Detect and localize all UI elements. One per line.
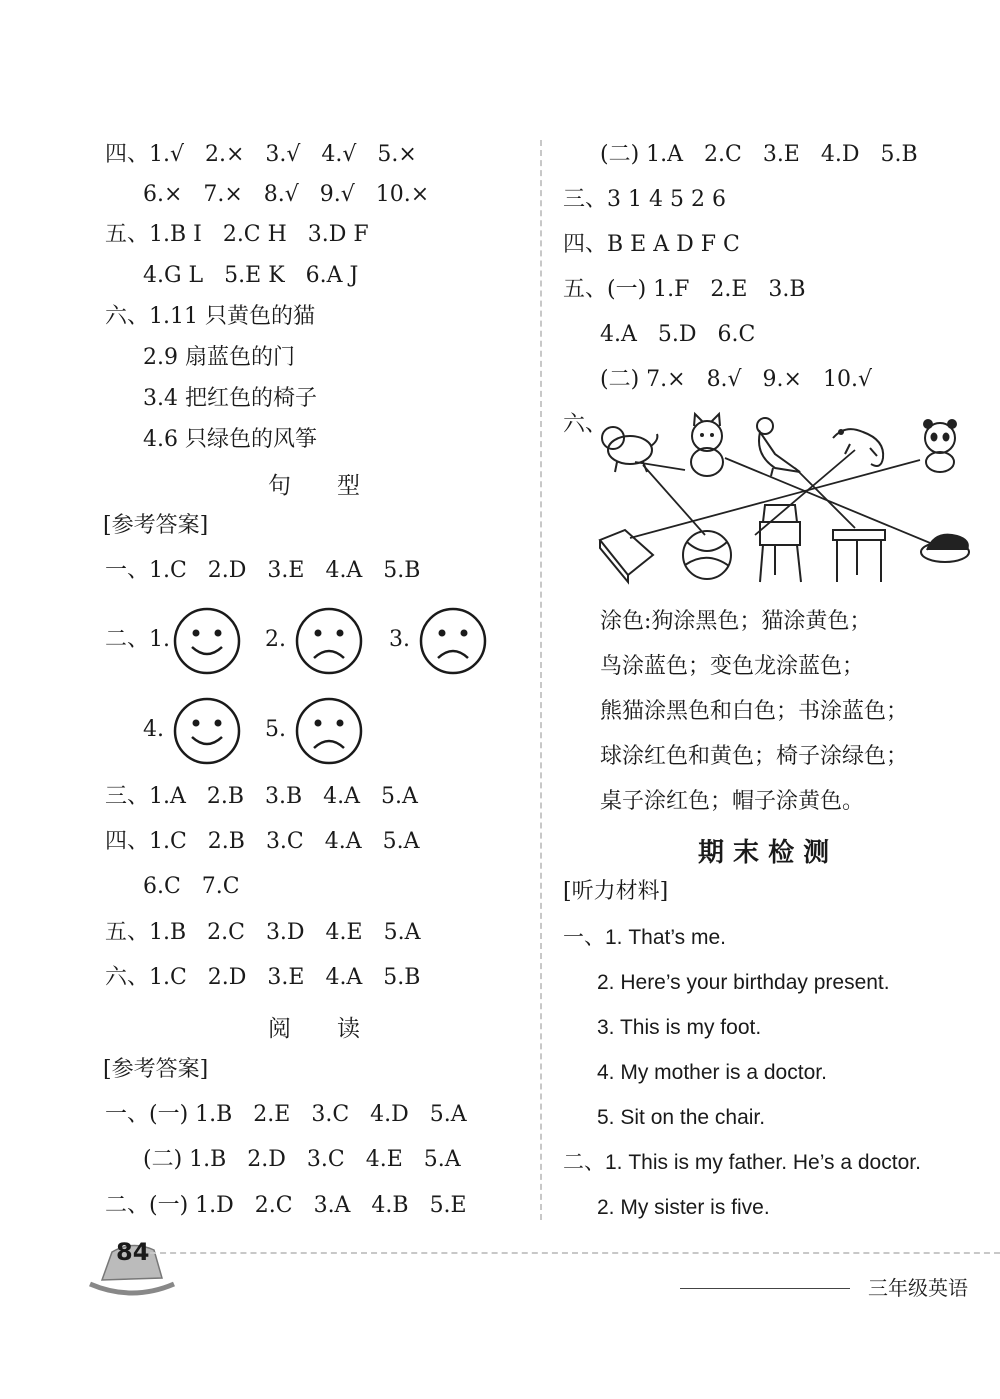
coloring-line4: 球涂红色和黄色；椅子涂绿色； bbox=[600, 744, 909, 769]
answer-s4-line1: 四、1.√ 2.× 3.√ 4.√ 5.× bbox=[105, 142, 417, 167]
frown-face-icon bbox=[294, 606, 364, 676]
matching-diagram bbox=[595, 410, 980, 590]
answer-s6-line1: 六、1.11 只黄色的猫 bbox=[105, 304, 315, 329]
frown-face-icon bbox=[418, 606, 488, 676]
coloring-line2: 鸟涂蓝色；变色龙涂蓝色； bbox=[600, 654, 865, 679]
answer-j6: 六、1.C 2.D 3.E 4.A 5.B bbox=[105, 965, 421, 990]
answer-right-line1: (二) 1.A 2.C 3.E 4.D 5.B bbox=[600, 142, 918, 167]
listening-line: 3. This is my foot. bbox=[597, 1016, 762, 1039]
coloring-line5: 桌子涂红色；帽子涂黄色。 bbox=[600, 789, 865, 814]
answer-right-line5: 4.A 5.D 6.C bbox=[600, 322, 756, 347]
answer-j5: 五、1.B 2.C 3.D 4.E 5.A bbox=[105, 920, 421, 945]
answer-j4-line2: 6.C 7.C bbox=[143, 874, 240, 899]
answer-s6-line3: 3.4 把红色的椅子 bbox=[143, 386, 317, 411]
listening-line: 2. Here’s your birthday present. bbox=[597, 971, 890, 994]
chair-icon bbox=[760, 505, 801, 582]
book-label: 三年级英语 bbox=[868, 1276, 968, 1300]
dog-icon bbox=[602, 427, 657, 472]
answer-j2-3-label: 3. bbox=[389, 627, 410, 652]
section-heading-sentence: 句 型 bbox=[268, 473, 360, 499]
answer-right-line4: 五、(一) 1.F 2.E 3.B bbox=[563, 277, 806, 302]
book-icon bbox=[600, 530, 653, 582]
frown-face-icon bbox=[294, 696, 364, 766]
cat-icon bbox=[691, 414, 723, 476]
listening-material-label: [听力材料] bbox=[563, 879, 669, 904]
answer-right-line6: (二) 7.× 8.√ 9.× 10.√ bbox=[600, 367, 872, 392]
answer-j2-label: 二、1. bbox=[105, 627, 170, 652]
answer-right-line3: 四、B E A D F C bbox=[563, 232, 740, 257]
listening-line: 一、1. That’s me. bbox=[563, 926, 726, 949]
smile-face-icon bbox=[172, 606, 242, 676]
answer-s6-line4: 4.6 只绿色的风筝 bbox=[143, 427, 317, 452]
answer-r1-line1: 一、(一) 1.B 2.E 3.C 4.D 5.A bbox=[105, 1102, 467, 1127]
footer-rule bbox=[680, 1288, 850, 1289]
page-number: 84 bbox=[116, 1238, 150, 1266]
listening-line: 二、1. This is my father. He’s a doctor. bbox=[563, 1151, 921, 1174]
answer-j2-5-label: 5. bbox=[265, 717, 286, 742]
table-icon bbox=[833, 530, 885, 582]
answer-j4-line1: 四、1.C 2.B 3.C 4.A 5.A bbox=[105, 829, 420, 854]
answer-r2-line1: 二、(一) 1.D 2.C 3.A 4.B 5.E bbox=[105, 1193, 467, 1218]
answer-j2-4-label: 4. bbox=[143, 717, 164, 742]
reference-answer-label: [参考答案] bbox=[103, 513, 209, 538]
bird-icon bbox=[757, 418, 800, 476]
answer-s4-line2: 6.× 7.× 8.√ 9.√ 10.× bbox=[143, 182, 430, 207]
ball-icon bbox=[683, 531, 731, 579]
smile-face-icon bbox=[172, 696, 242, 766]
column-divider bbox=[540, 140, 542, 1220]
footer-divider bbox=[150, 1252, 1000, 1254]
coloring-line1: 涂色:狗涂黑色；猫涂黄色； bbox=[600, 609, 872, 634]
answer-j3: 三、1.A 2.B 3.B 4.A 5.A bbox=[105, 784, 418, 809]
hat-icon bbox=[921, 535, 969, 562]
section-heading-reading: 阅 读 bbox=[268, 1016, 360, 1042]
answer-s5-line2: 4.G L 5.E K 6.A J bbox=[143, 263, 359, 288]
listening-line: 5. Sit on the chair. bbox=[597, 1106, 766, 1129]
section-heading-final-test: 期 末 检 测 bbox=[698, 838, 830, 868]
panda-icon bbox=[923, 419, 957, 472]
listening-line: 2. My sister is five. bbox=[597, 1196, 770, 1219]
reference-answer-label: [参考答案] bbox=[103, 1057, 209, 1082]
coloring-line3: 熊猫涂黑色和白色；书涂蓝色； bbox=[600, 699, 909, 724]
chameleon-icon bbox=[833, 429, 883, 466]
answer-s5-line1: 五、1.B I 2.C H 3.D F bbox=[105, 222, 369, 247]
listening-line: 4. My mother is a doctor. bbox=[597, 1061, 827, 1084]
answer-r1-line2: (二) 1.B 2.D 3.C 4.E 5.A bbox=[143, 1147, 461, 1172]
answer-j1: 一、1.C 2.D 3.E 4.A 5.B bbox=[105, 558, 421, 583]
matching-section-label: 六、 bbox=[563, 412, 608, 437]
answer-right-line2: 三、3 1 4 5 2 6 bbox=[563, 187, 726, 212]
answer-j2-2-label: 2. bbox=[265, 627, 286, 652]
answer-s6-line2: 2.9 扇蓝色的门 bbox=[143, 345, 295, 370]
